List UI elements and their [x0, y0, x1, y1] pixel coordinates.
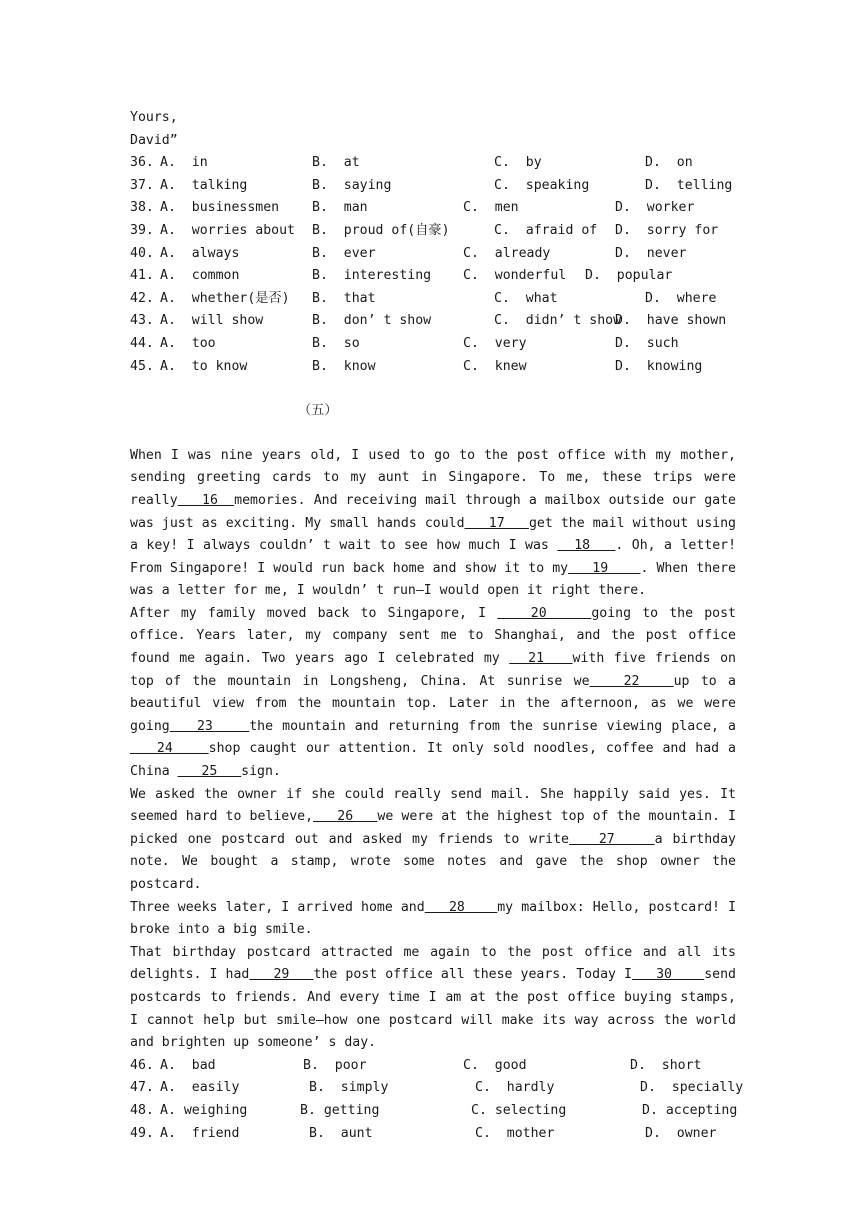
option-c: C. what [494, 290, 558, 306]
question-number: 49. [130, 1125, 154, 1141]
passage-text: That birthday postcard attracted me again to the post office and all its delights. I had [130, 944, 736, 983]
option-d: D. telling [645, 177, 733, 193]
option-a: A. worries about [160, 222, 295, 238]
option-a: A. always [160, 245, 240, 261]
option-a: A. will show [160, 313, 264, 329]
options-list-46-49 [130, 1055, 744, 1145]
question-row [130, 175, 736, 198]
passage-text: sign. [241, 764, 281, 780]
option-d: D. where [645, 290, 717, 306]
question-number: 41. [130, 268, 154, 284]
passage-text: with five friends on top of the mountain in Longsheng, China. At sunrise we [130, 651, 736, 689]
option-d: D. popular [585, 268, 673, 284]
option-a: A. businessmen [160, 200, 280, 216]
answer-blank: 26 [313, 809, 378, 825]
passage-text: we were at the highest top of the mountain. I picked one postcard out and asked my friends to write [130, 809, 736, 847]
passage-paragraph [130, 445, 736, 603]
answer-blank: 29 [249, 967, 314, 983]
option-a: A. weighing [160, 1102, 248, 1118]
option-b: B. know [312, 358, 376, 374]
option-d: D. short [630, 1057, 702, 1073]
question-row [130, 1100, 736, 1123]
option-b: B. poor [303, 1057, 367, 1073]
passage-paragraph [130, 897, 736, 942]
passage-text: We asked the owner if she could really send mail. She happily said yes. It seemed hard to believe, [130, 786, 736, 825]
question-number: 40. [130, 245, 154, 261]
option-b: B. at [312, 155, 360, 171]
passage-text: up to a beautiful view from the mountain top. Later in the afternoon, as we were going [130, 673, 736, 734]
answer-blank: 23 [169, 718, 250, 734]
question-number: 48. [130, 1102, 154, 1118]
option-a: A. friend [160, 1125, 240, 1141]
passage-text: the post office all these years. Today I [313, 967, 632, 983]
option-c: C. selecting [471, 1102, 567, 1118]
question-row [130, 333, 736, 356]
question-number: 37. [130, 177, 154, 193]
options-list-36-45 [130, 152, 736, 378]
passage-text: get the mail without using a key! I always couldn’ t wait to see how much I was [130, 515, 736, 554]
question-row [130, 152, 736, 175]
passage-text: a birthday note. We bought a stamp, wrote some notes and gave the shop owner the postcard. [130, 831, 736, 892]
option-c: C. by [494, 155, 542, 171]
option-c: C. wonderful [463, 268, 567, 284]
question-number: 45. [130, 358, 154, 374]
question-number: 39. [130, 222, 154, 238]
question-row [130, 1123, 736, 1146]
option-c: C. speaking [494, 177, 590, 193]
option-a: A. in [160, 155, 208, 171]
option-d: D. knowing [615, 358, 703, 374]
answer-blank: 28 [424, 899, 498, 915]
passage-text: memories. And receiving mail through a mailbox outside our gate was just as exciting. My small hands could [130, 492, 736, 531]
option-b: B. ever [312, 245, 376, 261]
exam-page [130, 107, 744, 1145]
option-d: D. sorry for [615, 222, 719, 238]
option-b: B. don’ t show [312, 313, 432, 329]
option-c: C. knew [463, 358, 527, 374]
passage-text: . When there was a letter for me, I wouldn’ t run—I would open it right there. [130, 560, 736, 599]
option-a: A. easily [160, 1080, 240, 1096]
option-c: C. hardly [475, 1080, 555, 1096]
option-d: D. never [615, 245, 687, 261]
option-a: A. common [160, 268, 240, 284]
question-row [130, 288, 736, 311]
question-number: 44. [130, 335, 154, 351]
option-a: A. to know [160, 358, 248, 374]
question-number: 42. [130, 290, 154, 306]
cloze-passage [130, 445, 736, 1055]
question-row [130, 220, 736, 243]
option-c: C. good [463, 1057, 527, 1073]
question-row [130, 197, 736, 220]
passage-text: . Oh, a letter! From Singapore! I would run back home and show it to my [130, 538, 737, 576]
answer-blank: 25 [177, 764, 242, 780]
answer-blank: 21 [509, 651, 573, 667]
option-d: D. worker [615, 200, 695, 216]
question-row [130, 265, 736, 288]
option-c: C. didn’ t show [494, 313, 622, 329]
answer-blank: 22 [589, 673, 674, 689]
section-title: （五） [298, 403, 338, 419]
option-b: B. interesting [312, 268, 432, 284]
option-a: A. whether(是否) [160, 290, 290, 306]
answer-blank: 17 [464, 515, 529, 531]
option-b: B. proud of(自豪) [312, 222, 450, 238]
question-number: 38. [130, 200, 154, 216]
option-a: A. bad [160, 1057, 216, 1073]
passage-paragraph [130, 942, 736, 1055]
passage-text: the mountain and returning from the sunrise viewing place, a [249, 718, 736, 734]
answer-blank: 27 [568, 831, 655, 847]
option-c: C. already [463, 245, 551, 261]
passage-paragraph [130, 603, 736, 784]
answer-blank: 16 [177, 492, 235, 508]
question-number: 47. [130, 1080, 154, 1096]
question-number: 46. [130, 1057, 154, 1073]
passage-text: After my family moved back to Singapore, I [130, 605, 498, 621]
option-b: B. getting [300, 1102, 380, 1118]
option-a: A. too [160, 335, 216, 351]
option-d: D. specially [640, 1080, 744, 1096]
option-b: B. that [312, 290, 376, 306]
question-row [130, 310, 736, 333]
question-row [130, 243, 736, 266]
option-b: B. simply [309, 1080, 389, 1096]
option-d: D. have shown [615, 313, 727, 329]
passage-text: When I was nine years old, I used to go to the post office with my mother, sending greeting cards to my aunt in Singapore. To me, these trips were really [130, 447, 736, 508]
passage-text: going to the post office. Years later, my company sent me to Shanghai, and the post office found me again. Two years ago I celebrated my [130, 605, 736, 667]
answer-blank: 20 [497, 605, 592, 621]
option-b: B. saying [312, 177, 392, 193]
option-d: D. such [615, 335, 679, 351]
option-b: B. so [312, 335, 360, 351]
letter-closing: Yours, [130, 110, 178, 125]
option-d: D. accepting [642, 1102, 738, 1118]
answer-blank: 19 [568, 560, 641, 576]
question-number: 36. [130, 155, 154, 171]
option-b: B. aunt [309, 1125, 373, 1141]
question-row [130, 1077, 744, 1100]
option-d: D. on [645, 155, 693, 171]
answer-blank: 24 [130, 741, 209, 757]
passage-text: Three weeks later, I arrived home and [130, 899, 425, 915]
letter-signature: David” [130, 132, 178, 148]
question-number: 43. [130, 313, 154, 329]
option-d: D. owner [645, 1125, 717, 1141]
option-c: C. mother [475, 1125, 555, 1141]
option-c: C. very [463, 335, 527, 351]
answer-blank: 18 [557, 538, 616, 554]
passage-text: my mailbox: Hello, postcard! I broke into a big smile. [130, 899, 737, 938]
option-c: C. afraid of [494, 222, 598, 238]
passage-text: shop caught our attention. It only sold noodles, coffee and had a China [130, 741, 736, 780]
passage-paragraph [130, 784, 736, 897]
answer-blank: 30 [631, 967, 705, 983]
passage-text: send postcards to friends. And every time I am at the post office buying stamps, I cannot help but smile—how one postcard will make its way across the world and brighten up someone’ s day. [130, 967, 736, 1051]
option-c: C. men [463, 200, 519, 216]
option-a: A. talking [160, 177, 248, 193]
option-b: B. man [312, 200, 368, 216]
question-row [130, 356, 736, 379]
question-row [130, 1055, 736, 1078]
